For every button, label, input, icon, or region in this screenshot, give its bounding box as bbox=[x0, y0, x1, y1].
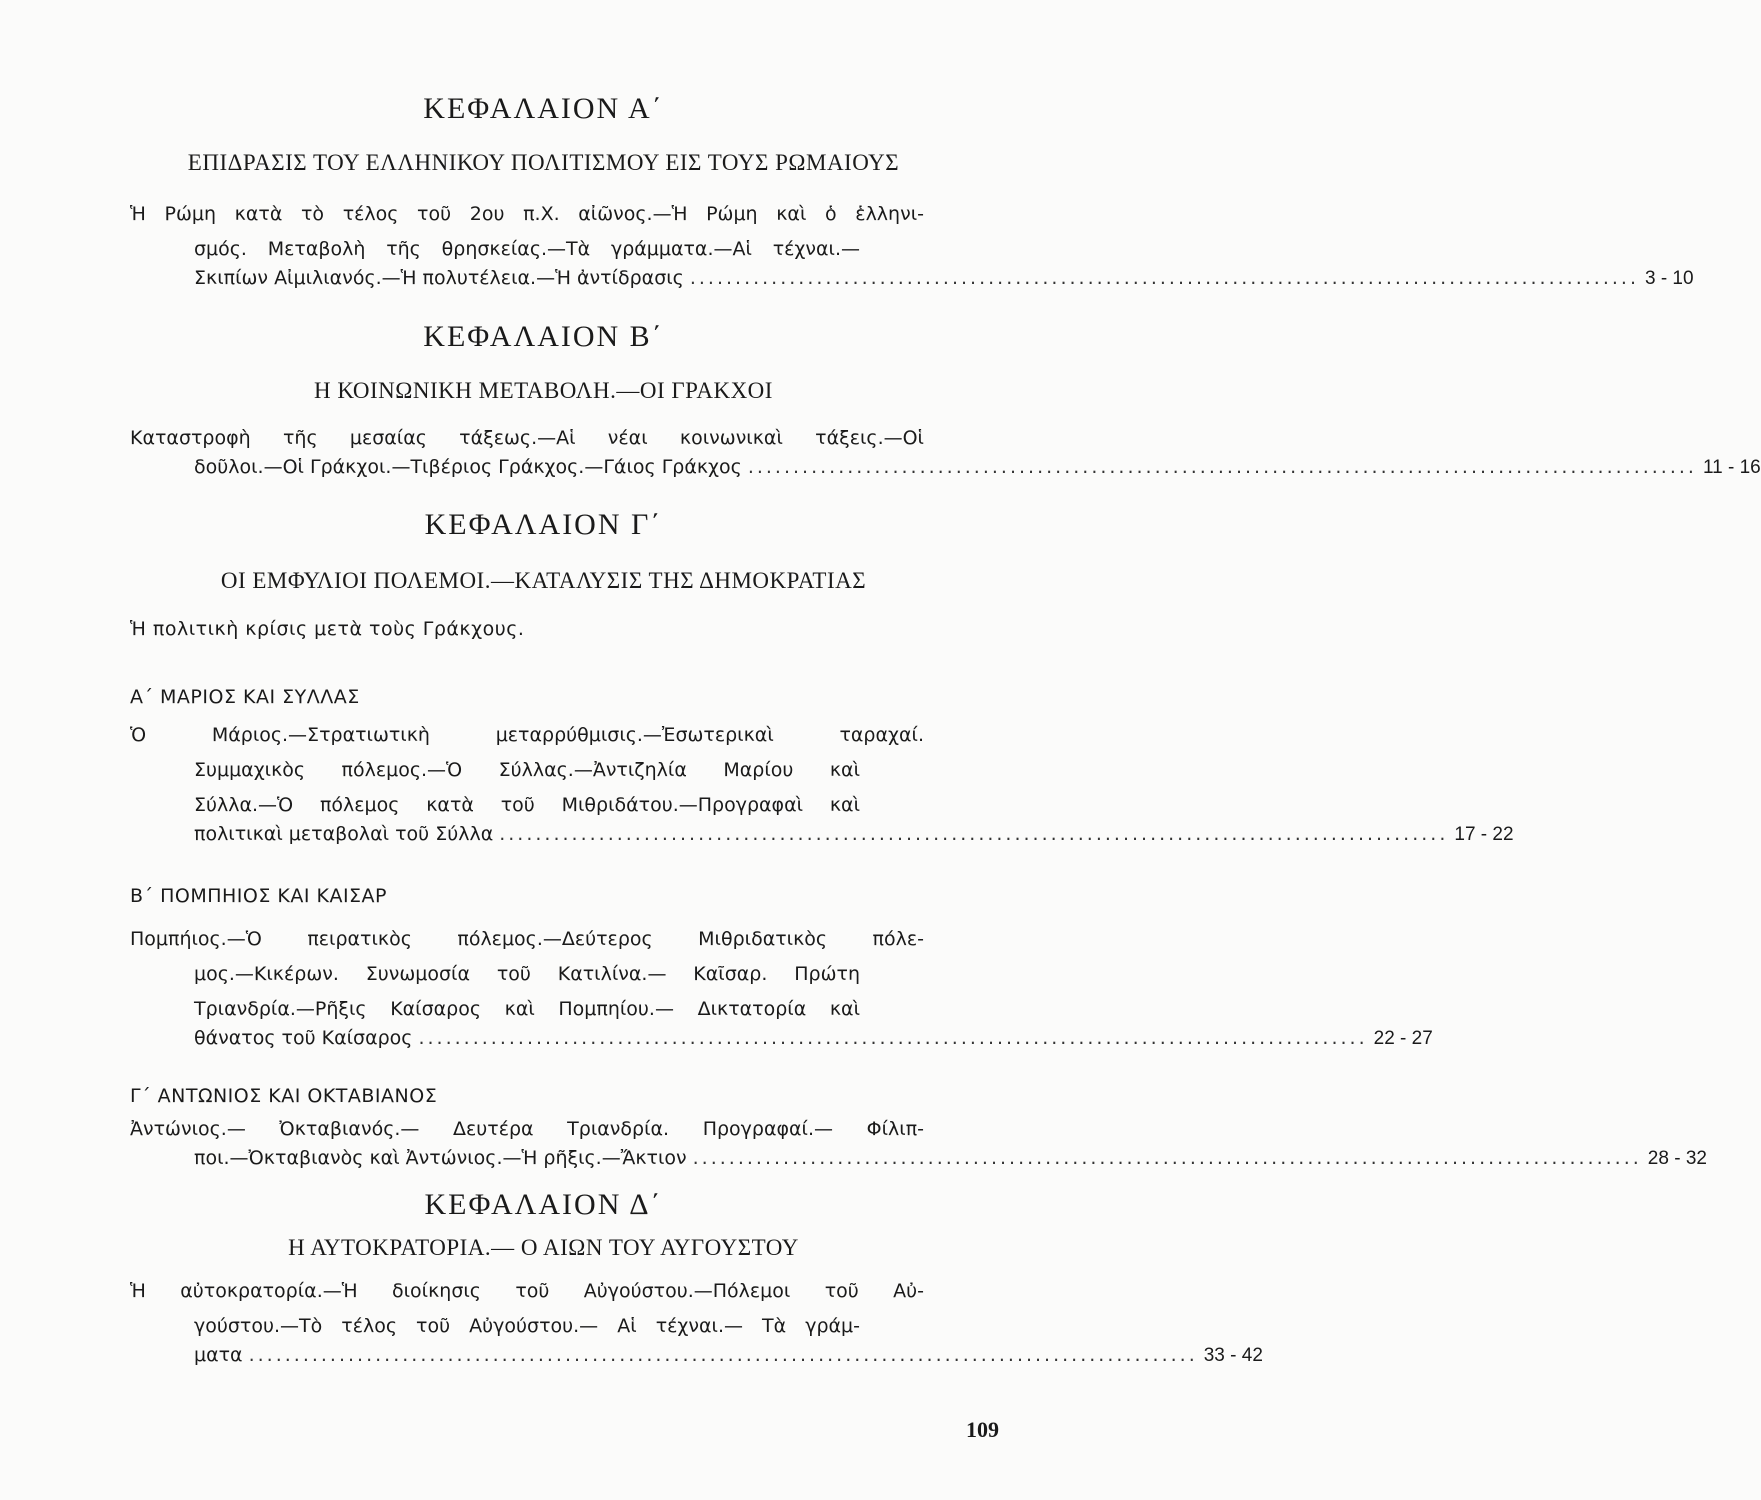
chapter-a-subtitle: ΕΠΙΔΡΑΣΙΣ ΤΟΥ ΕΛΛΗΝΙΚΟΥ ΠΟΛΙΤΙΣΜΟΥ ΕΙΣ ΤΟΥΣ ΡΩΜΑΙΟΥΣ bbox=[187, 150, 900, 175]
entry-last-line bbox=[130, 1027, 1433, 1050]
page-range: 3 - 10 bbox=[1644, 268, 1694, 289]
entry-line: Ἡ αὐτοκρατορία.—Ἡ διοίκησις τοῦ Αὐγούστου.—Πόλεμοι τοῦ Αὐ- bbox=[130, 1280, 924, 1302]
chapter-g-intro: Ἡ πολιτικὴ κρίσις μετὰ τοὺς Γράκχους. bbox=[130, 618, 525, 640]
entry-last-line bbox=[130, 267, 1694, 290]
entry-text: θάνατος τοῦ Καίσαρος bbox=[194, 1027, 413, 1049]
page-range: 17 - 22 bbox=[1454, 824, 1514, 845]
entry-line: Τριανδρία.—Ρῆξις Καίσαρος καὶ Πομπηίου.— Δικτατορία καὶ bbox=[194, 998, 860, 1020]
entry-line: Σύλλα.—Ὁ πόλεμος κατὰ τοῦ Μιθριδάτου.—Προγραφαὶ καὶ bbox=[194, 794, 860, 816]
chapter-g-subtitle: ΟΙ ΕΜΦΥΛΙΟΙ ΠΟΛΕΜΟΙ.—ΚΑΤΑΛΥΣΙΣ ΤΗΣ ΔΗΜΟΚΡΑΤΙΑΣ bbox=[220, 568, 867, 593]
page-range: 11 - 16 bbox=[1702, 457, 1761, 478]
entry-last-line bbox=[130, 1147, 1707, 1170]
page-number: 109 bbox=[966, 1417, 999, 1442]
leader-dots: ......................................................................................................... bbox=[418, 1027, 1368, 1049]
page-range: 28 - 32 bbox=[1647, 1148, 1707, 1169]
entry-line: Ὁ Μάριος.—Στρατιωτικὴ μεταρρύθμισις.—Ἐσωτερικαὶ ταραχαί. bbox=[130, 724, 924, 746]
section-b-entry bbox=[130, 922, 1433, 1050]
entry-last-line bbox=[130, 823, 1514, 846]
entry-line: σμός. Μεταβολὴ τῆς θρησκείας.—Τὰ γράμματα.—Αἱ τέχναι.— bbox=[194, 238, 860, 260]
entry-last-line bbox=[130, 456, 1761, 479]
entry-line: Πομπήιος.—Ὁ πειρατικὸς πόλεμος.—Δεύτερος Μιθριδατικὸς πόλε- bbox=[130, 928, 924, 950]
leader-dots: ......................................................................................................... bbox=[248, 1344, 1198, 1366]
chapter-b-title: ΚΕΦΑΛΑΙΟΝ Β΄ bbox=[423, 320, 664, 353]
entry-text: πολιτικαὶ μεταβολαὶ τοῦ Σύλλα bbox=[194, 823, 494, 845]
entry-line: Καταστροφὴ τῆς μεσαίας τάξεως.—Αἱ νέαι κοινωνικαὶ τάξεις.—Οἱ bbox=[130, 427, 924, 449]
entry-line: μος.—Κικέρων. Συνωμοσία τοῦ Κατιλίνα.— Καῖσαρ. Πρώτη bbox=[194, 963, 860, 985]
section-heading-a: Α΄ ΜΑΡΙΟΣ ΚΑΙ ΣΥΛΛΑΣ bbox=[130, 686, 360, 708]
entry-line: Ἀντώνιος.— Ὀκταβιανός.— Δευτέρα Τριανδρία. Προγραφαί.— Φίλιπ- bbox=[130, 1118, 924, 1140]
section-heading-g: Γ΄ ΑΝΤΩΝΙΟΣ ΚΑΙ ΟΚΤΑΒΙΑΝΟΣ bbox=[130, 1085, 438, 1107]
entry-text: ματα bbox=[194, 1344, 243, 1366]
leader-dots: ......................................................................................................... bbox=[499, 823, 1449, 845]
entry-last-line bbox=[130, 1344, 1263, 1367]
section-heading-b: Β΄ ΠΟΜΠΗΙΟΣ ΚΑΙ ΚΑΙΣΑΡ bbox=[130, 885, 388, 907]
entry-text: ποι.—Ὀκταβιανὸς καὶ Ἀντώνιος.—Ἡ ρῆξις.—Ἄκτιον bbox=[194, 1147, 687, 1169]
section-a-entry bbox=[130, 718, 1514, 846]
entry-text: Σκιπίων Αἰμιλιανός.—Ἡ πολυτέλεια.—Ἡ ἀντίδρασις bbox=[194, 267, 684, 289]
chapter-d-subtitle: Η ΑΥΤΟΚΡΑΤΟΡΙΑ.— Ο ΑΙΩΝ ΤΟΥ ΑΥΓΟΥΣΤΟΥ bbox=[288, 1235, 799, 1260]
entry-text: δοῦλοι.—Οἱ Γράκχοι.—Τιβέριος Γράκχος.—Γάιος Γράκχος bbox=[194, 456, 742, 478]
leader-dots: ......................................................................................................... bbox=[747, 456, 1697, 478]
entry-line: γούστου.—Τὸ τέλος τοῦ Αὐγούστου.— Αἱ τέχναι.— Τὰ γράμ- bbox=[194, 1315, 860, 1337]
chapter-a-title: ΚΕΦΑΛΑΙΟΝ Α΄ bbox=[423, 92, 664, 125]
chapter-g-title: ΚΕΦΑΛΑΙΟΝ Γ΄ bbox=[424, 508, 663, 541]
page-range: 33 - 42 bbox=[1203, 1345, 1263, 1366]
entry-line: Συμμαχικὸς πόλεμος.—Ὁ Σύλλας.—Ἀντιζηλία Μαρίου καὶ bbox=[194, 759, 860, 781]
section-g-entry bbox=[130, 1112, 1707, 1170]
chapter-d-entry bbox=[130, 1274, 1263, 1367]
leader-dots: ......................................................................................................... bbox=[692, 1147, 1642, 1169]
page-range: 22 - 27 bbox=[1373, 1028, 1433, 1049]
chapter-a-entry bbox=[130, 197, 1694, 290]
chapter-d-title: ΚΕΦΑΛΑΙΟΝ Δ΄ bbox=[424, 1188, 663, 1221]
entry-line: Ἡ Ρώμη κατὰ τὸ τέλος τοῦ 2ου π.Χ. αἰῶνος.—Ἡ Ρώμη καὶ ὁ ἑλληνι- bbox=[130, 203, 924, 225]
chapter-b-entry bbox=[130, 421, 1761, 479]
chapter-b-subtitle: Η ΚΟΙΝΩΝΙΚΗ ΜΕΤΑΒΟΛΗ.—ΟΙ ΓΡΑΚΧΟΙ bbox=[314, 378, 773, 403]
leader-dots: ......................................................................................................... bbox=[689, 267, 1639, 289]
